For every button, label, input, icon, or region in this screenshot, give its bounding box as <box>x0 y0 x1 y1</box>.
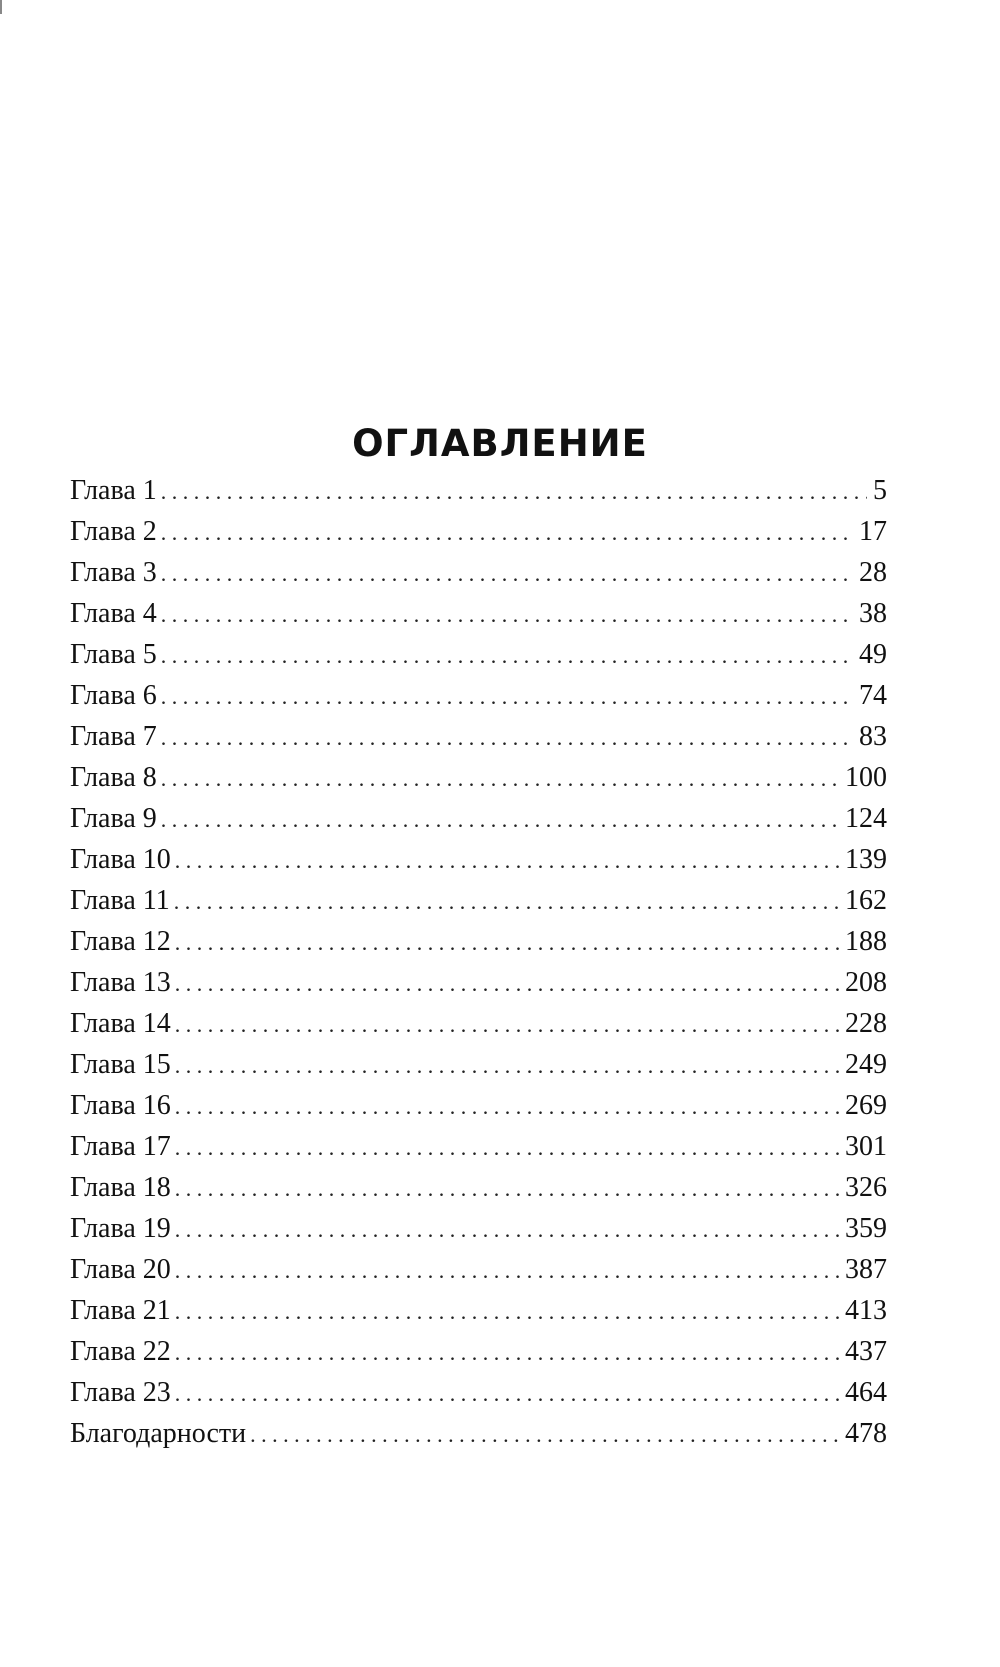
toc-entry-label: Глава 12 <box>70 926 171 957</box>
table-of-contents <box>70 470 887 1454</box>
dot-leader <box>161 676 853 716</box>
toc-entry-label: Глава 9 <box>70 803 157 834</box>
toc-entry-page: 437 <box>845 1336 887 1367</box>
toc-entry-label: Глава 3 <box>70 557 157 588</box>
toc-entry[interactable] <box>70 470 887 511</box>
dot-leader <box>175 1291 839 1331</box>
toc-entry[interactable] <box>70 593 887 634</box>
dot-leader <box>175 1004 839 1044</box>
dot-leader <box>175 1086 839 1126</box>
toc-entry[interactable] <box>70 1290 887 1331</box>
toc-entry[interactable] <box>70 716 887 757</box>
toc-entry[interactable] <box>70 1208 887 1249</box>
toc-entry-page: 301 <box>845 1131 887 1162</box>
dot-leader <box>161 553 853 593</box>
toc-entry-page: 38 <box>859 598 887 629</box>
toc-entry-label: Глава 23 <box>70 1377 171 1408</box>
dot-leader <box>175 963 839 1003</box>
toc-entry[interactable] <box>70 675 887 716</box>
toc-entry-label: Глава 17 <box>70 1131 171 1162</box>
toc-entry-label: Глава 5 <box>70 639 157 670</box>
dot-leader <box>175 1373 839 1413</box>
toc-entry-label: Глава 15 <box>70 1049 171 1080</box>
toc-entry-label: Глава 7 <box>70 721 157 752</box>
toc-entry[interactable] <box>70 1249 887 1290</box>
dot-leader <box>161 758 839 798</box>
toc-entry[interactable] <box>70 921 887 962</box>
toc-entry[interactable] <box>70 839 887 880</box>
dot-leader <box>161 471 867 511</box>
toc-entry-page: 162 <box>845 885 887 916</box>
toc-entry-page: 5 <box>873 475 887 506</box>
toc-entry[interactable] <box>70 1044 887 1085</box>
dot-leader <box>175 1127 839 1167</box>
scan-corner-mark <box>0 0 8 14</box>
toc-entry-page: 83 <box>859 721 887 752</box>
toc-entry-page: 413 <box>845 1295 887 1326</box>
toc-entry[interactable] <box>70 962 887 1003</box>
toc-entry-page: 17 <box>859 516 887 547</box>
dot-leader <box>175 1168 839 1208</box>
toc-entry-page: 208 <box>845 967 887 998</box>
toc-entry-label: Глава 20 <box>70 1254 171 1285</box>
toc-entry-page: 359 <box>845 1213 887 1244</box>
toc-entry[interactable] <box>70 1331 887 1372</box>
toc-entry-label: Глава 6 <box>70 680 157 711</box>
dot-leader <box>175 922 839 962</box>
toc-entry-page: 269 <box>845 1090 887 1121</box>
toc-entry[interactable] <box>70 511 887 552</box>
dot-leader <box>250 1414 839 1454</box>
toc-entry-label: Глава 8 <box>70 762 157 793</box>
toc-entry-page: 228 <box>845 1008 887 1039</box>
dot-leader <box>175 1209 839 1249</box>
toc-entry-label: Глава 10 <box>70 844 171 875</box>
dot-leader <box>161 717 853 757</box>
toc-entry-label: Глава 16 <box>70 1090 171 1121</box>
dot-leader <box>161 512 853 552</box>
dot-leader <box>174 881 839 921</box>
toc-entry-label: Глава 11 <box>70 885 170 916</box>
dot-leader <box>175 840 839 880</box>
toc-entry[interactable] <box>70 1372 887 1413</box>
toc-entry-page: 139 <box>845 844 887 875</box>
toc-entry[interactable] <box>70 880 887 921</box>
dot-leader <box>161 635 853 675</box>
toc-entry-label: Глава 2 <box>70 516 157 547</box>
dot-leader <box>161 594 853 634</box>
toc-entry-label: Благодарности <box>70 1418 247 1449</box>
toc-entry[interactable] <box>70 798 887 839</box>
toc-entry-page: 326 <box>845 1172 887 1203</box>
toc-entry-label: Глава 22 <box>70 1336 171 1367</box>
toc-entry-page: 478 <box>845 1418 887 1449</box>
toc-entry[interactable] <box>70 1085 887 1126</box>
toc-entry-page: 387 <box>845 1254 887 1285</box>
dot-leader <box>175 1332 839 1372</box>
toc-entry[interactable] <box>70 1126 887 1167</box>
dot-leader <box>175 1045 839 1085</box>
toc-entry-label: Глава 13 <box>70 967 171 998</box>
toc-entry-label: Глава 1 <box>70 475 157 506</box>
toc-entry-label: Глава 4 <box>70 598 157 629</box>
toc-entry-label: Глава 14 <box>70 1008 171 1039</box>
toc-entry[interactable] <box>70 1167 887 1208</box>
toc-entry-page: 49 <box>859 639 887 670</box>
toc-entry-page: 100 <box>845 762 887 793</box>
toc-entry-page: 249 <box>845 1049 887 1080</box>
toc-entry-label: Глава 21 <box>70 1295 171 1326</box>
toc-entry[interactable] <box>70 634 887 675</box>
toc-entry[interactable] <box>70 552 887 593</box>
toc-entry[interactable] <box>70 1003 887 1044</box>
toc-entry-page: 74 <box>859 680 887 711</box>
toc-entry-label: Глава 19 <box>70 1213 171 1244</box>
page-title: ОГЛАВЛЕНИЕ <box>352 421 648 465</box>
toc-entry[interactable] <box>70 1413 887 1454</box>
toc-entry-page: 124 <box>845 803 887 834</box>
dot-leader <box>161 799 839 839</box>
dot-leader <box>175 1250 839 1290</box>
toc-entry[interactable] <box>70 757 887 798</box>
toc-entry-label: Глава 18 <box>70 1172 171 1203</box>
toc-entry-page: 188 <box>845 926 887 957</box>
toc-entry-page: 28 <box>859 557 887 588</box>
toc-entry-page: 464 <box>845 1377 887 1408</box>
